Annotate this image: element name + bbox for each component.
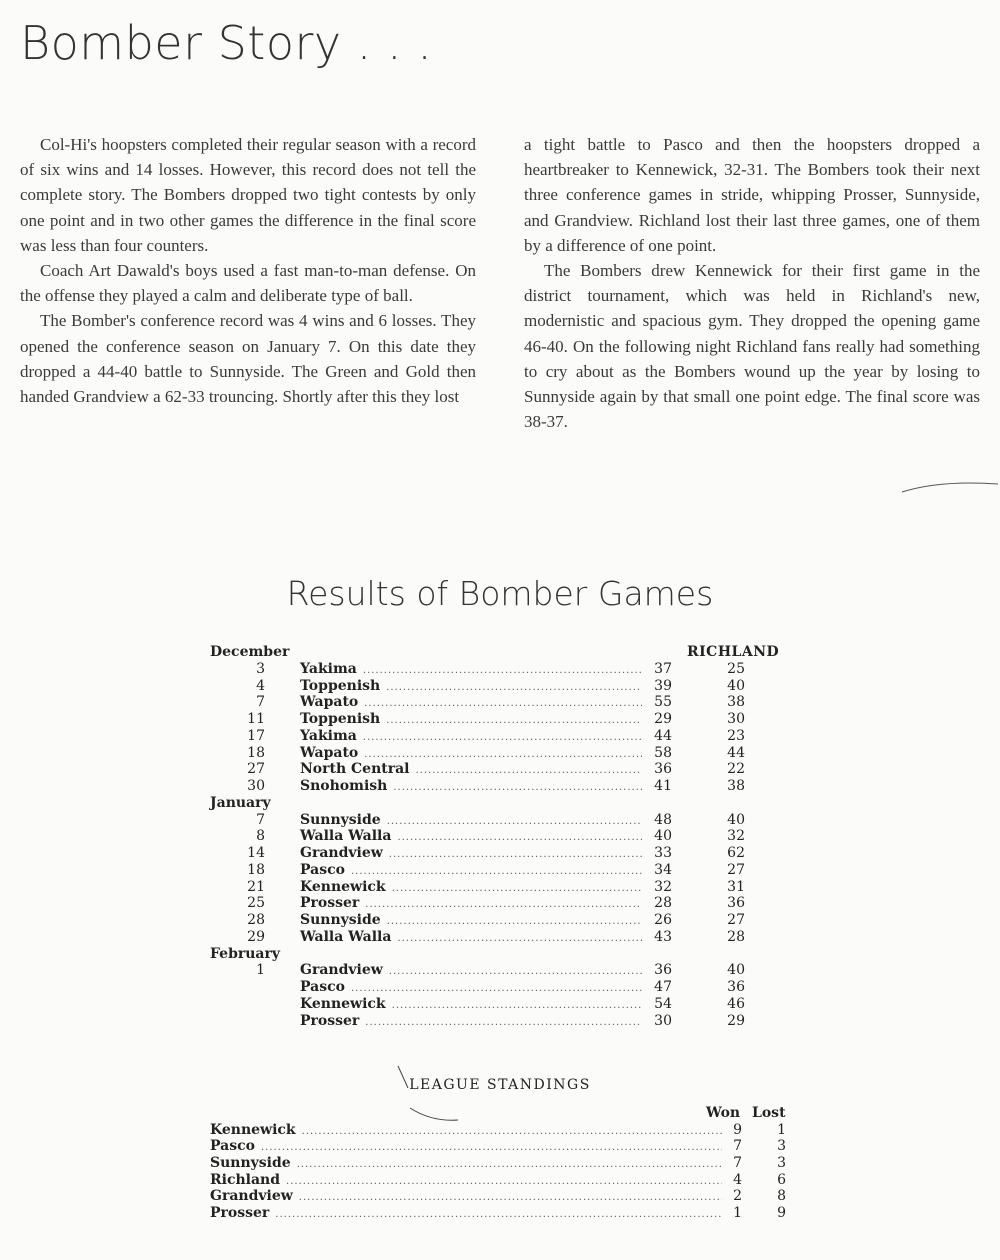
opponent-name: Wapato [300,744,359,761]
opponent-score: 43 [654,928,672,945]
month-label: January [210,794,271,811]
richland-score: 38 [727,778,745,794]
opponent-name: Sunnyside [300,811,381,828]
decorative-swoosh-line [900,476,1000,496]
wins-value: 2 [733,1188,742,1205]
opponent-name: Prosser [300,1012,360,1029]
richland-column-header: RICHLAND [687,644,780,660]
month-row [210,795,790,812]
game-row [210,845,790,862]
opponent-score: 41 [654,778,672,794]
opponent-name: Grandview [300,845,383,861]
game-day: 28 [247,912,265,928]
game-row [210,912,790,929]
month-row [210,644,790,661]
opponent-score: 58 [654,744,672,761]
opponent-name: Sunnyside [300,912,381,928]
story-paragraph: The Bomber's conference record was 4 wins and 6 losses. They opened the conference season on January 7. On this date they dropped a 44-40 battle to Sunnyside. The Green and Gold then handed Grandview a 62-33 trouncing. Shortly after this they lost [20,311,476,407]
losses-value: 6 [777,1171,786,1188]
opponent-name: North Central [300,761,410,778]
opponent-name: Yakima [300,727,357,744]
opponent-score: 47 [654,979,672,995]
wins-value: 1 [733,1205,742,1222]
richland-score: 31 [727,878,745,895]
month-label: December [210,644,290,660]
game-row [210,1013,790,1030]
opponent-score: 37 [654,660,672,677]
opponent-score: 26 [654,912,672,928]
opponent-score: 48 [654,811,672,828]
game-row [210,745,790,762]
dot-leader [365,1015,642,1032]
standings-title: LEAGUE STANDINGS [409,1077,591,1093]
standings-header [210,1105,790,1122]
game-day: 21 [247,878,265,895]
richland-score: 23 [727,727,745,744]
game-day: 8 [256,828,265,845]
opponent-name: Snohomish [300,778,388,794]
standings-row [210,1155,790,1172]
richland-score: 40 [727,962,745,979]
richland-score: 29 [727,1012,745,1029]
team-name: Prosser [210,1205,270,1222]
game-day: 11 [247,711,265,727]
game-day: 30 [247,778,265,794]
team-name: Kennewick [210,1121,296,1138]
game-day: 17 [247,727,265,744]
league-standings [210,1105,790,1222]
opponent-name: Pasco [300,861,345,878]
story-right-column [524,132,980,434]
game-day: 18 [247,861,265,878]
game-row [210,711,790,728]
results-title: Results of Bomber Games [286,574,714,613]
opponent-name: Yakima [300,660,357,677]
richland-score: 27 [727,861,745,878]
game-row [210,812,790,829]
standings-row [210,1138,790,1155]
story-paragraph: The Bombers drew Kennewick for their first game in the district tournament, which was held in Richland's new, modernistic and spacious gym. They dropped the opening game 46-40. On the following night Richland fans really had something to cry about as the Bombers wound up the year by losing to Sunnyside again by that small one point edge. The final score was 38-37. [524,261,980,432]
opponent-name: Toppenish [300,711,381,727]
opponent-score: 34 [654,861,672,878]
game-row [210,962,790,979]
richland-score: 46 [727,995,745,1012]
opponent-name: Pasco [300,979,345,995]
page-title: Bomber Story . . . [20,16,433,70]
game-row [210,728,790,745]
richland-score: 28 [727,928,745,945]
game-row [210,828,790,845]
game-day: 18 [247,744,265,761]
game-row [210,895,790,912]
dot-leader [275,1207,722,1224]
losses-value: 8 [777,1188,786,1205]
game-day: 29 [247,928,265,945]
lost-header: Lost [752,1105,786,1121]
opponent-score: 36 [654,962,672,979]
game-row [210,778,790,795]
game-row [210,761,790,778]
wins-value: 4 [733,1171,742,1188]
wins-value: 7 [733,1138,742,1155]
game-row [210,694,790,711]
richland-score: 40 [727,811,745,828]
story-left-column [20,132,476,409]
game-row [210,929,790,946]
opponent-score: 33 [654,845,672,861]
richland-score: 36 [727,895,745,912]
richland-score: 27 [727,912,745,928]
richland-score: 40 [727,677,745,694]
wins-value: 7 [733,1155,742,1172]
opponent-name: Wapato [300,694,359,711]
wins-value: 9 [733,1121,742,1138]
team-name: Pasco [210,1138,255,1155]
game-day: 3 [256,660,265,677]
standings-row [210,1122,790,1139]
richland-score: 25 [727,660,745,677]
opponent-name: Grandview [300,962,383,979]
results-schedule [210,644,790,1029]
team-name: Richland [210,1171,281,1188]
richland-score: 22 [727,761,745,778]
game-day: 7 [256,811,265,828]
losses-value: 9 [777,1205,786,1222]
month-label: February [210,945,281,962]
opponent-name: Walla Walla [300,828,392,845]
standings-row [210,1172,790,1189]
opponent-score: 39 [654,677,672,694]
richland-score: 32 [727,828,745,845]
opponent-score: 32 [654,878,672,895]
story-paragraph: Col-Hi's hoopsters completed their regular season with a record of six wins and 14 losses. However, this record does not tell the complete story. The Bombers dropped two tight contests by only one point and in two other games the difference in the final score was less than four counters. [20,135,476,255]
richland-score: 30 [727,711,745,727]
opponent-name: Walla Walla [300,928,392,945]
standings-team-cell [210,1205,722,1224]
richland-score: 36 [727,979,745,995]
richland-score: 62 [727,845,745,861]
won-header: Won [706,1105,741,1121]
game-row [210,862,790,879]
opponent-name: Toppenish [300,677,381,694]
opponent-score: 30 [654,1012,672,1029]
standings-row [210,1188,790,1205]
game-day: 25 [247,895,265,912]
game-row [210,996,790,1013]
opponent-score: 36 [654,761,672,778]
opponent-score: 44 [654,727,672,744]
opponent-name: Prosser [300,895,360,912]
opponent-score: 28 [654,895,672,912]
game-day: 14 [247,845,265,861]
game-row [210,678,790,695]
game-day: 27 [247,761,265,778]
standings-row [210,1205,790,1222]
opponent-score: 40 [654,828,672,845]
richland-score: 38 [727,694,745,711]
story-paragraph: a tight battle to Pasco and then the hoopsters dropped a heartbreaker to Kennewick, 32-31. The Bombers took their next three conference games in stride, whipping Prosser, Sunnyside, and Grandview. Richland lost their last three games, one of them by a difference of one point. [524,135,980,255]
opponent-score: 54 [654,995,672,1012]
game-opponent-cell [300,1013,642,1032]
team-name: Sunnyside [210,1155,291,1172]
team-name: Grandview [210,1188,293,1205]
game-row [210,979,790,996]
opponent-score: 29 [654,711,672,727]
opponent-name: Kennewick [300,878,386,895]
game-row [210,661,790,678]
game-day: 1 [256,962,265,979]
story-paragraph: Coach Art Dawald's boys used a fast man-to-man defense. On the offense they played a calm and deliberate type of ball. [20,261,476,306]
richland-score: 44 [727,744,745,761]
month-row [210,946,790,963]
opponent-score: 55 [654,694,672,711]
losses-value: 1 [777,1121,786,1138]
opponent-name: Kennewick [300,995,386,1012]
game-row [210,879,790,896]
losses-value: 3 [777,1138,786,1155]
game-day: 7 [256,694,265,711]
game-day: 4 [256,677,265,694]
losses-value: 3 [777,1155,786,1172]
